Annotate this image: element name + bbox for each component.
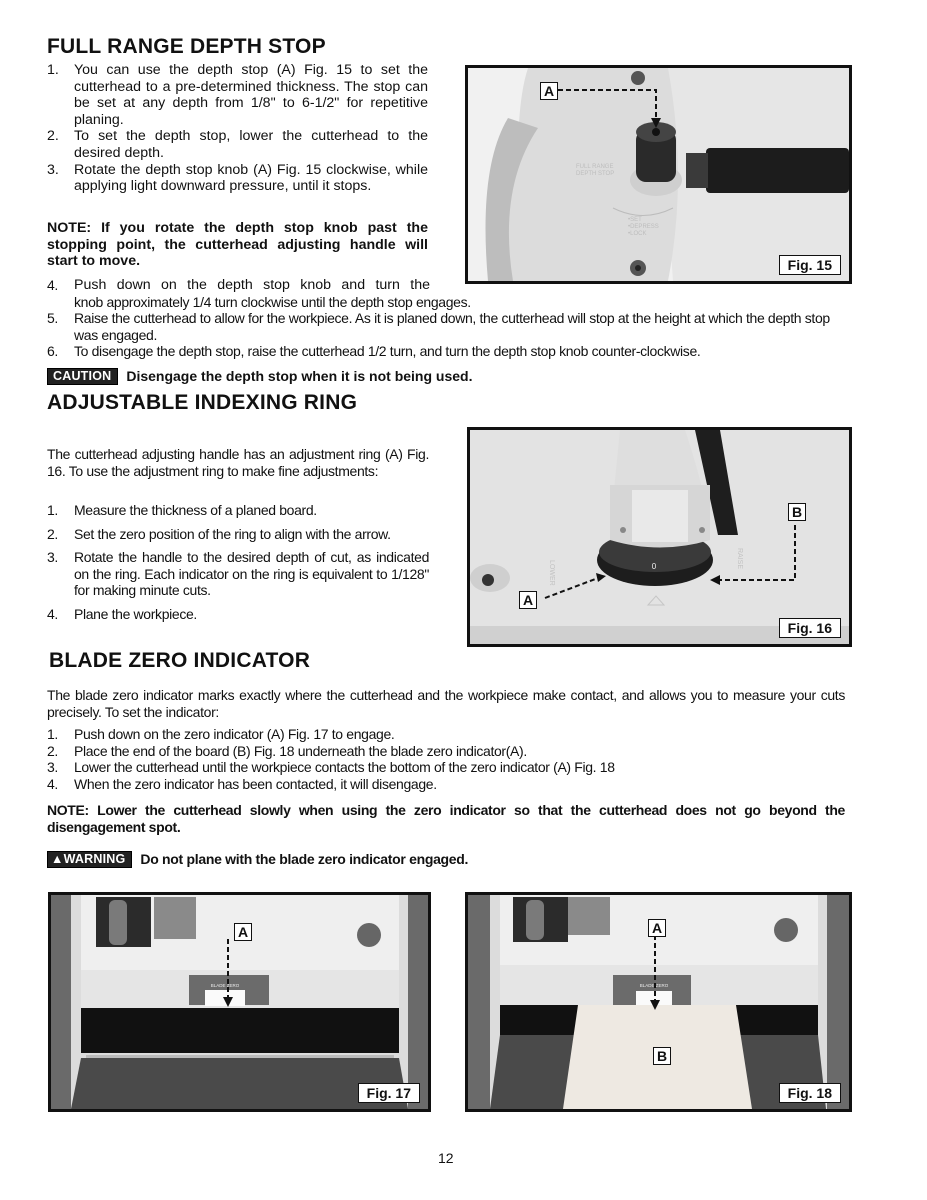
warning-notice <box>47 851 468 868</box>
callout-a: A <box>648 919 666 937</box>
list-item <box>47 526 429 543</box>
plate-text: BLADE ZERO <box>639 983 669 988</box>
step-text: knob approximately 1/4 turn clockwise until the depth stop engages. <box>74 293 471 310</box>
step-number: 4. <box>47 605 58 622</box>
indexing-ring-intro: The cutterhead adjusting handle has an adjustment ring (A) Fig. 16. To use the adjustment ring to make fine adjustments: <box>47 446 429 479</box>
step-text: Place the end of the board (B) Fig. 18 underneath the blade zero indicator(A). <box>74 742 527 759</box>
svg-text:•LOCK: •LOCK <box>628 231 647 237</box>
step-text: Measure the thickness of a planed board. <box>74 502 317 518</box>
caution-text: Disengage the depth stop when it is not being used. <box>126 368 473 384</box>
callout-b: B <box>653 1047 671 1065</box>
step-number: 4. <box>47 775 58 792</box>
section-title-blade-zero: BLADE ZERO INDICATOR <box>49 649 311 672</box>
step-number: 6. <box>47 343 58 360</box>
callout-a: A <box>519 591 537 609</box>
figure-label: Fig. 16 <box>779 618 841 638</box>
callout-b: B <box>788 503 806 521</box>
list-item <box>47 128 428 161</box>
depth-stop-photo <box>468 68 849 281</box>
list-item <box>47 62 428 128</box>
svg-text:•DEPRESS: •DEPRESS <box>628 224 659 230</box>
blade-zero-steps <box>47 726 845 792</box>
step-number: 3. <box>47 161 59 178</box>
blade-zero-intro: The blade zero indicator marks exactly where the cutterhead and the workpiece make contact, and allows you to measure your cuts precisely. To set the indicator: <box>47 687 845 720</box>
knob-marking: FULL RANGE <box>576 164 614 170</box>
warning-triangle-icon: ▲ <box>51 852 64 866</box>
list-item <box>47 502 429 519</box>
figure-16 <box>467 427 852 647</box>
svg-text:LOWER: LOWER <box>548 560 555 586</box>
step-text: You can use the depth stop (A) Fig. 15 to set the cutterhead to a pre-determined thickness. The stop can be set at any depth from 1/8" to 6-1/2" for repetitive planing. <box>74 62 428 128</box>
figure-15 <box>465 65 852 284</box>
figure-label: Fig. 15 <box>779 255 841 275</box>
list-item <box>47 759 845 776</box>
warning-text: Do not plane with the blade zero indicator engaged. <box>140 851 469 867</box>
step-text: Lower the cutterhead until the workpiece contacts the bottom of the zero indicator (A) Fig. 18 <box>74 759 615 776</box>
svg-text:•SET: •SET <box>628 217 642 223</box>
step-number: 1. <box>47 726 58 742</box>
step-text: Set the zero position of the ring to align with the arrow. <box>74 525 391 542</box>
depth-stop-steps <box>47 62 428 195</box>
step-number: 4. <box>47 277 58 293</box>
step-text: Push down on the depth stop knob and turn the <box>74 277 430 293</box>
warning-badge <box>47 851 132 868</box>
list-item <box>47 310 857 343</box>
step-text: Raise the cutterhead to allow for the workpiece. As it is planed down, the cutterhead will stop at the height at which the depth stop was engaged. <box>74 310 830 343</box>
step-text: To disengage the depth stop, raise the cutterhead 1/2 turn, and turn the depth stop knob counter-clockwise. <box>74 343 701 360</box>
step-text: Push down on the zero indicator (A) Fig. 17 to engage. <box>74 726 395 742</box>
svg-text:DEPTH STOP: DEPTH STOP <box>576 171 615 177</box>
warning-label: WARNING <box>63 852 126 866</box>
depth-stop-note: NOTE: If you rotate the depth stop knob past the stopping point, the cutterhead adjusting handle will start to move. <box>47 220 428 270</box>
callout-a: A <box>234 923 252 941</box>
list-item <box>47 343 857 360</box>
step-text: Rotate the handle to the desired depth of cut, as indicated on the ring. Each indicator on the ring is equivalent to 1/128" for making minute cuts. <box>74 549 429 599</box>
figure-17 <box>48 892 431 1112</box>
section-title-depth-stop: FULL RANGE DEPTH STOP <box>47 35 326 58</box>
figure-label: Fig. 18 <box>779 1083 841 1103</box>
list-item <box>47 549 429 599</box>
step-number: 2. <box>47 525 58 542</box>
caution-badge: CAUTION <box>47 368 118 385</box>
plate-text: BLADE ZERO <box>210 983 240 988</box>
caution-notice <box>47 368 472 385</box>
step-number: 3. <box>47 759 58 776</box>
step-number: 2. <box>47 128 59 145</box>
indexing-ring-photo <box>470 430 849 644</box>
section-title-indexing-ring: ADJUSTABLE INDEXING RING <box>47 391 358 414</box>
svg-text:RAISE: RAISE <box>736 548 743 570</box>
list-item <box>47 776 845 793</box>
step-text: To set the depth stop, lower the cutterhead to the desired depth. <box>74 128 428 161</box>
step-number: 3. <box>47 549 58 566</box>
page-number: 12 <box>438 1150 454 1166</box>
step-number: 1. <box>47 502 58 518</box>
indexing-ring-steps <box>47 502 429 623</box>
callout-a: A <box>540 82 558 100</box>
list-item <box>47 726 845 743</box>
figure-label: Fig. 17 <box>358 1083 420 1103</box>
list-item <box>47 162 428 195</box>
list-item <box>47 277 857 310</box>
step-number: 1. <box>47 62 59 78</box>
step-number: 5. <box>47 310 58 327</box>
list-item <box>47 743 845 760</box>
step-text: When the zero indicator has been contacted, it will disengage. <box>74 775 437 792</box>
step-number: 2. <box>47 742 58 759</box>
ring-zero-mark: 0 <box>651 562 657 571</box>
step-text: Rotate the depth stop knob (A) Fig. 15 clockwise, while applying light downward pressure, until it stops. <box>74 161 428 195</box>
figure-18 <box>465 892 852 1112</box>
step-text: Plane the workpiece. <box>74 605 197 622</box>
blade-zero-note: NOTE: Lower the cutterhead slowly when using the zero indicator so that the cutterhead does not go beyond the disengagement spot. <box>47 802 845 835</box>
list-item <box>47 606 429 623</box>
depth-stop-steps-continued <box>47 277 857 360</box>
